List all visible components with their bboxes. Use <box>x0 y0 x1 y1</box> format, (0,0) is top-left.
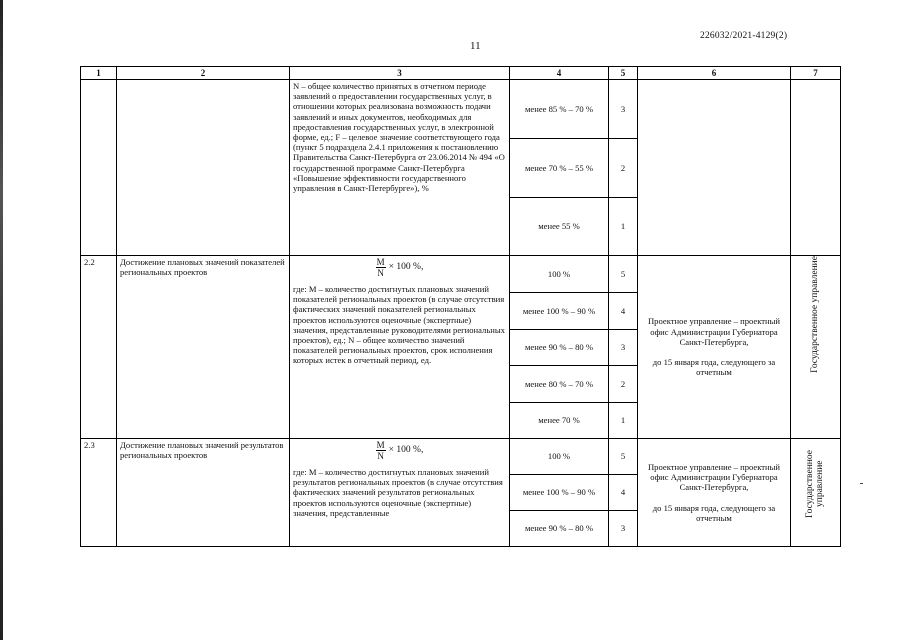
cell-indicator-name: Достижение плановых значений показателей региональных проектов <box>117 256 290 439</box>
column-header: 5 <box>609 67 638 80</box>
cell-score: 5 <box>609 439 638 475</box>
formula-multiplier: × 100 %, <box>388 262 424 273</box>
cell-category <box>791 256 841 439</box>
fraction-numerator: M <box>376 257 385 267</box>
cell-score: 1 <box>609 403 638 439</box>
source-organization: Проектное управление – проектный офис Администрации Губернатора Санкт-Петербурга, <box>647 461 781 493</box>
cell-calculation-method <box>290 439 510 547</box>
formula-description: где: M – количество достигнутых плановых значений показателей региональных проектов (в случае отсутствия фактических значений показателей региональных проектов используются оценочные (экспертные) значения, представленные руководителями региональных проектов), ед.; N – общее количество значений показателей региональных проектов, срок исполнения которых истек в отчетный период, ед. <box>293 284 505 366</box>
cell-score: 1 <box>609 198 638 256</box>
column-header: 3 <box>290 67 510 80</box>
table-row <box>81 439 841 475</box>
table-row <box>81 256 841 293</box>
source-deadline: до 15 января года, следующего за отчетным <box>652 502 776 523</box>
cell-source <box>638 80 791 256</box>
page-number: 11 <box>470 40 481 52</box>
formula <box>293 440 506 461</box>
cell-score: 3 <box>609 80 638 139</box>
fraction <box>376 257 386 278</box>
document-number: 226032/2021-4129(2) <box>700 31 788 41</box>
indicator-table <box>80 66 840 547</box>
cell-indicator-name <box>117 80 290 256</box>
category-label: Государственное управление <box>810 256 821 373</box>
source-organization: Проектное управление – проектный офис Администрации Губернатора Санкт-Петербурга, <box>647 316 781 347</box>
cell-score: 2 <box>609 366 638 403</box>
fraction-denominator: N <box>377 451 384 461</box>
fraction-denominator: N <box>377 268 384 278</box>
cell-number: 2.3 <box>81 439 117 547</box>
cell-calculation-method: N – общее количество принятых в отчетном периоде заявлений о предоставлении государственных услуг, в отношении которых реализована возможность подачи заявлений и иных документов, необходимых для предоставления государственных услуг, в электронной форме, ед.; F – целевое значение соответствующего года (пункт 5 подраздела 2.4.1 приложения к постановлению Правительства Санкт-Петербурга от 23.06.2014 № 494 «О государственной программе Санкт-Петербурга «Повышение эффективности государственного управления в Санкт-Петербурге»), % <box>290 80 510 256</box>
cell-score: 5 <box>609 256 638 293</box>
cell-range: 100 % <box>510 256 609 293</box>
table-row <box>81 80 841 139</box>
column-header: 6 <box>638 67 791 80</box>
cell-score: 3 <box>609 330 638 366</box>
formula-description: где: M – количество достигнутых плановых значений результатов региональных проектов (в случае отсутствия фактических значений результатов региональных проектов используются оценочные (экспертные) значения, представленные <box>293 467 503 518</box>
cell-category <box>791 439 841 547</box>
cell-category <box>791 80 841 256</box>
scan-speck <box>860 483 863 484</box>
cell-score: 3 <box>609 511 638 547</box>
cell-source <box>638 439 791 547</box>
cell-range: менее 80 % – 70 % <box>510 366 609 403</box>
fraction-numerator: M <box>376 440 385 450</box>
cell-score: 4 <box>609 293 638 330</box>
cell-range: менее 90 % – 80 % <box>510 511 609 547</box>
source-deadline: до 15 января года, следующего за отчетным <box>652 357 776 378</box>
cell-range: менее 85 % – 70 % <box>510 80 609 139</box>
cell-number: 2.2 <box>81 256 117 439</box>
cell-range: менее 90 % – 80 % <box>510 330 609 366</box>
column-header: 1 <box>81 67 117 80</box>
formula <box>293 257 506 278</box>
column-header: 4 <box>510 67 609 80</box>
cell-range: менее 100 % – 90 % <box>510 475 609 511</box>
cell-indicator-name: Достижение плановых значений результатов региональных проектов <box>117 439 290 547</box>
fraction <box>376 440 386 461</box>
cell-range: 100 % <box>510 439 609 475</box>
cell-range: менее 70 % – 55 % <box>510 139 609 198</box>
column-header-row <box>81 67 841 80</box>
formula-multiplier: × 100 %, <box>388 445 424 456</box>
category-label: Государственное управление <box>805 450 826 518</box>
cell-calculation-method <box>290 256 510 439</box>
cell-range: менее 100 % – 90 % <box>510 293 609 330</box>
scan-edge <box>0 0 3 640</box>
cell-range: менее 55 % <box>510 198 609 256</box>
cell-score: 4 <box>609 475 638 511</box>
column-header: 2 <box>117 67 290 80</box>
cell-number <box>81 80 117 256</box>
cell-score: 2 <box>609 139 638 198</box>
cell-range: менее 70 % <box>510 403 609 439</box>
column-header: 7 <box>791 67 841 80</box>
cell-source <box>638 256 791 439</box>
